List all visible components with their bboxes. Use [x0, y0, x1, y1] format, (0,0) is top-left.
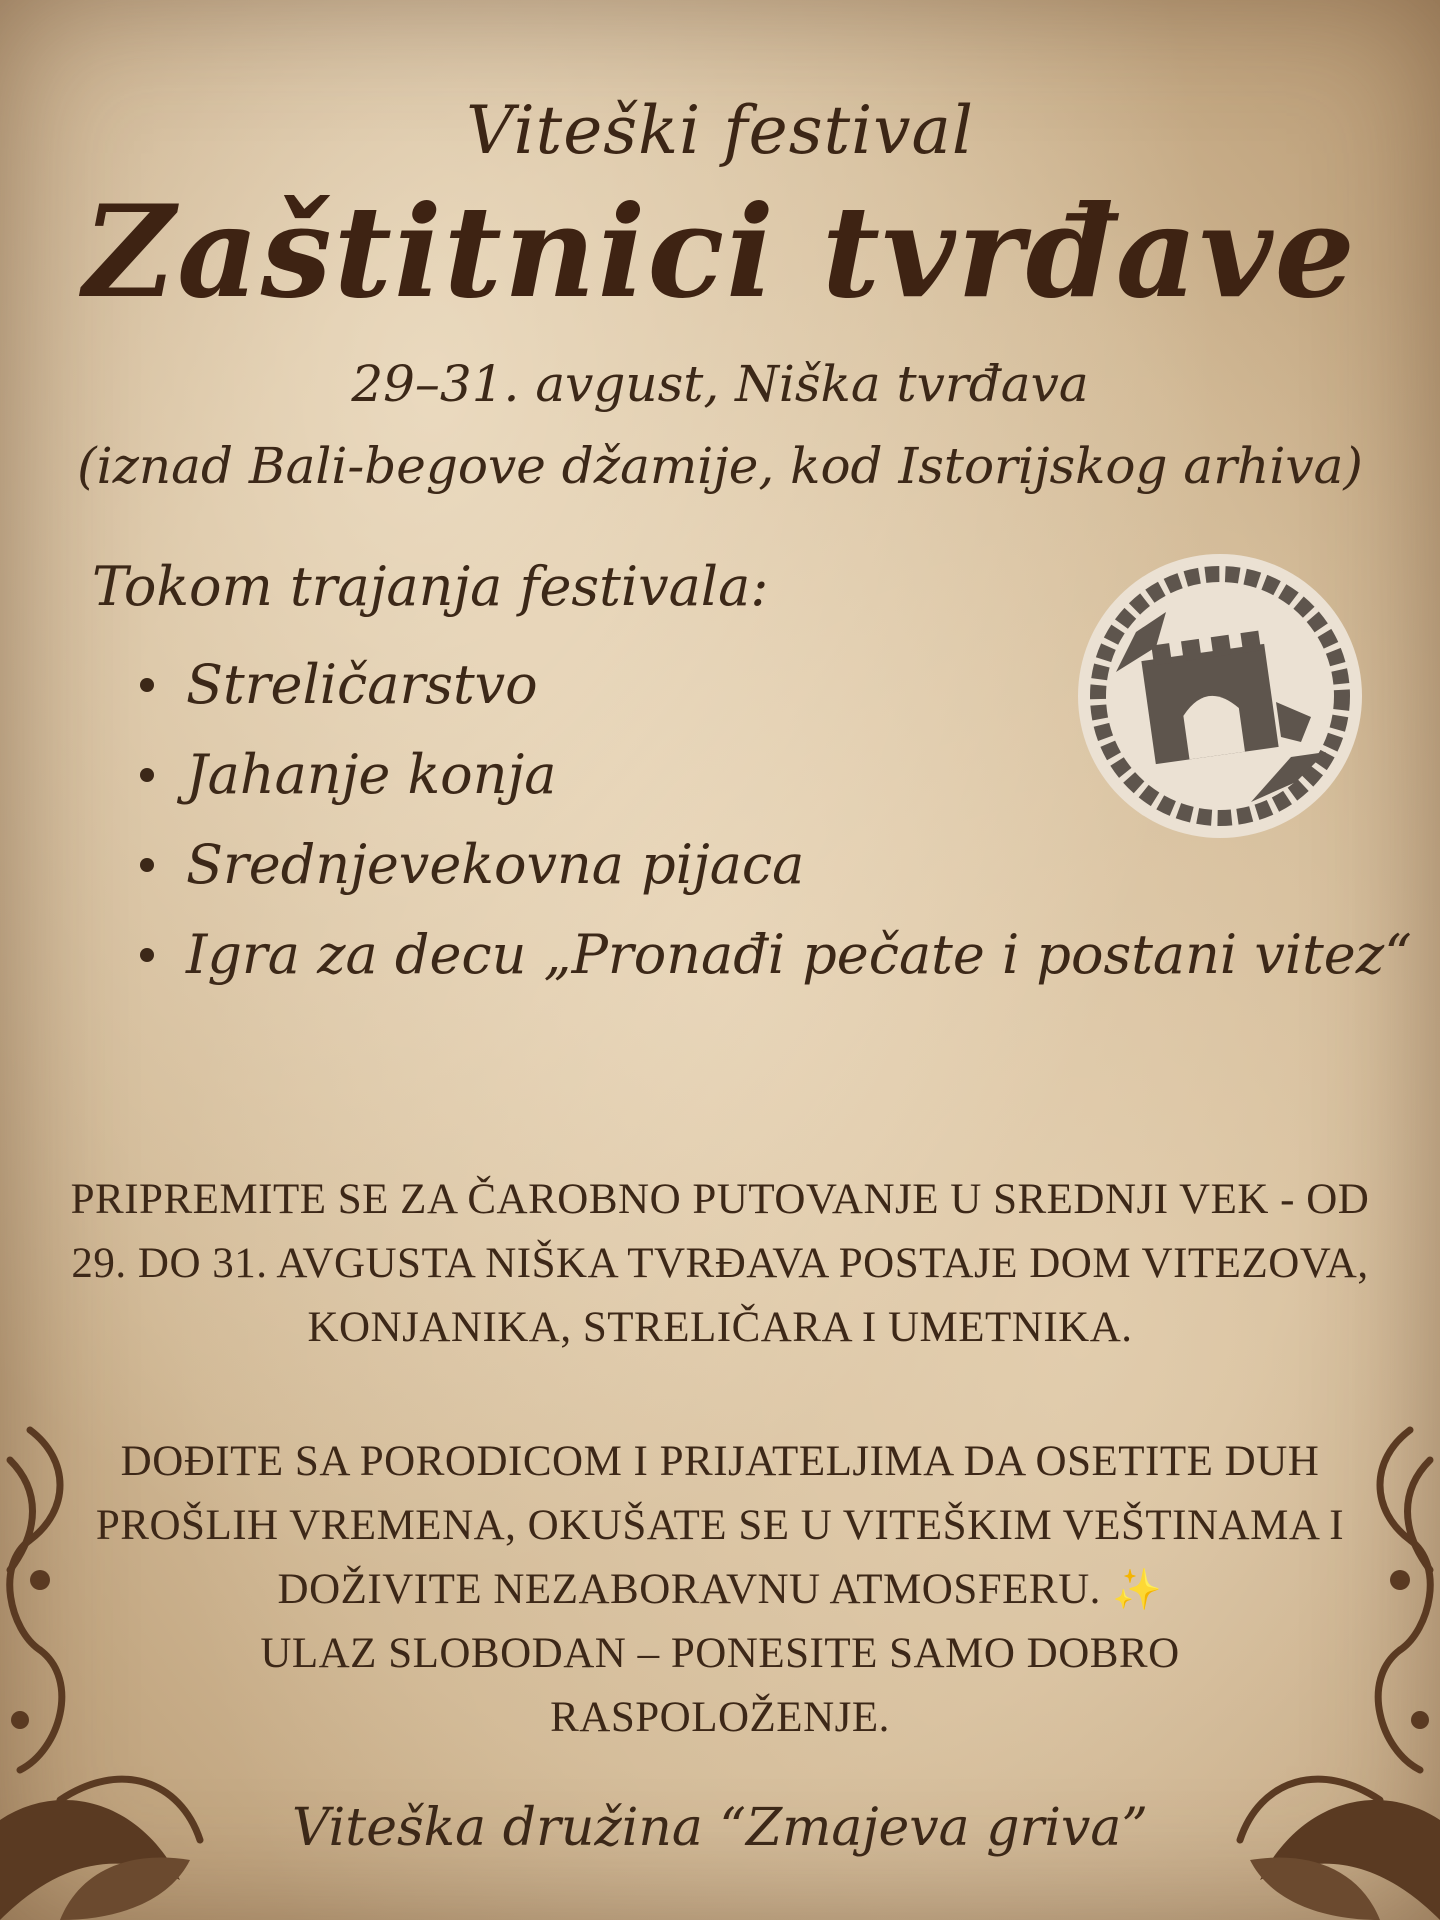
date-line: 29–31. avgust, Niška tvrđava: [351, 355, 1089, 413]
bullet-icon: [140, 678, 154, 692]
bullet-icon: [140, 768, 154, 782]
activity-item: [140, 910, 1412, 1000]
festival-title: Zaštitnici tvrđave: [83, 178, 1357, 326]
paragraph-invitation: [90, 1430, 1350, 1750]
paragraph-intro: PRIPREMITE SE ZA ČAROBNO PUTOVANJE U SREDNJI VEK - OD 29. DO 31. AVGUSTA NIŠKA TVRĐAVA POSTAJE DOM VITEZOVA, KONJANIKA, STRELIČARA I UMETNIKA.: [70, 1176, 1370, 1351]
bullet-icon: [140, 858, 154, 872]
organizer-signature: Viteška družina “Zmajeva griva”: [292, 1798, 1148, 1858]
activity-label: Streličarstvo: [186, 653, 538, 716]
location-line: (iznad Bali-begove džamije, kod Istorijskog arhiva): [77, 437, 1363, 495]
activity-label: Igra za decu „Pronađi pečate i postani vitez“: [186, 923, 1412, 986]
invitation-text: DOĐITE SA PORODICOM I PRIJATELJIMA DA OSETITE DUH PROŠLIH VREMENA, OKUŠATE SE U VITEŠKIM VEŠTINAMA I DOŽIVITE NEZABORAVNU ATMOSFERU.: [95, 1438, 1345, 1613]
free-entry-text: ULAZ SLOBODAN – PONESITE SAMO DOBRO RASPOLOŽENJE.: [260, 1630, 1180, 1741]
bullet-icon: [140, 948, 154, 962]
festival-subtitle: Viteški festival: [466, 92, 974, 169]
activities-heading: Tokom trajanja festivala:: [92, 555, 769, 618]
sparkle-icon: ✨: [1112, 1567, 1163, 1612]
activity-label: Jahanje konja: [186, 743, 557, 806]
activity-label: Srednjevekovna pijaca: [186, 833, 805, 896]
dragon-fortress-emblem-icon: [1076, 552, 1364, 840]
